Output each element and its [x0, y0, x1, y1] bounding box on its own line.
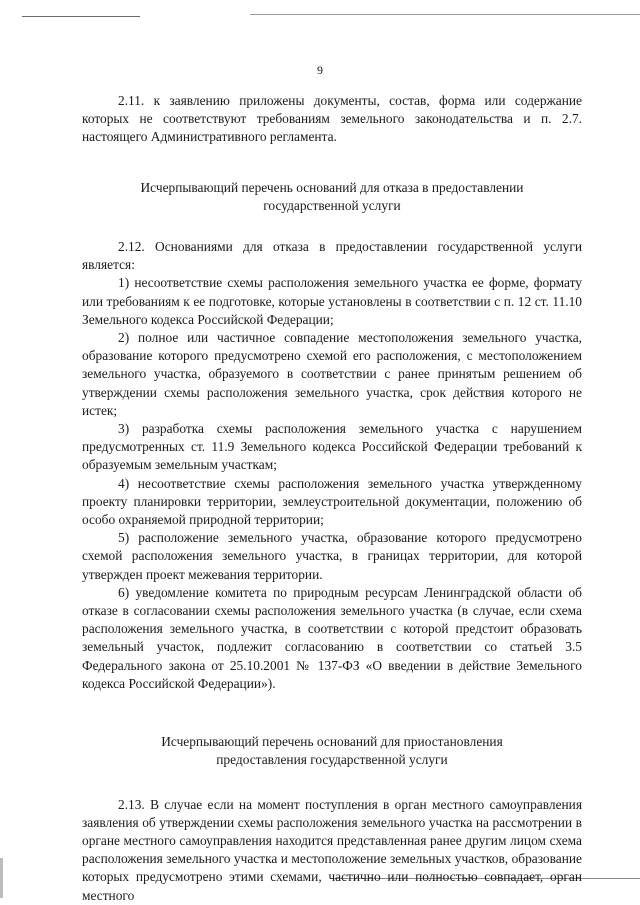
paragraph-2-11: 2.11. к заявлению приложены документы, состав, форма или содержание которых не соответствуют требованиям земельного законодательства и п. 2.7. настоящего Административного регламента. — [82, 93, 582, 145]
section-heading-suspension — [82, 733, 582, 769]
heading-line: Исчерпывающий перечень оснований для отказа в предоставлении — [140, 179, 524, 195]
scan-top-rule-right — [250, 14, 640, 15]
section-heading-refusal — [82, 179, 582, 215]
spacer — [82, 693, 582, 733]
list-item-1: 1) несоответствие схемы расположения земельного участка ее форме, формату или требованиям к ее подготовке, которые установлены в соответствии с п. 12 ст. 11.10 Земельного кодекса Российской Федерации; — [82, 275, 582, 327]
heading-line: Исчерпывающий перечень оснований для приостановления — [161, 734, 503, 750]
document-body — [82, 92, 582, 905]
list-item-4: 4) несоответствие схемы расположения земельного участка утвержденному проекту планировки территории, землеустроительной документации, положению об особо охраняемой природной территории; — [82, 475, 582, 528]
spacer — [82, 215, 582, 238]
paragraph-2-13: 2.13. В случае если на момент поступления в орган местного самоуправления заявления об утверждении схемы расположения земельного участка на рассмотрении в органе местного самоуправления находится представленная ранее другим лицом схема расположения земельного участка и местоположение земельных участков, образование которых предусмотрено этими схемами, частично или полностью совпадает, орган местного — [82, 796, 582, 903]
spacer — [82, 147, 582, 179]
paragraph-2-12-intro: 2.12. Основаниями для отказа в предоставлении государственной услуги является: — [82, 239, 582, 273]
list-item-6: 6) уведомление комитета по природным ресурсам Ленинградской области об отказе в согласовании схемы расположения земельного участка (в случае, если схема расположения земельного участка, в соответствии с которой предстоит образовать земельный участок, подлежит согласованию в соответствии со статьей 3.5 Федерального закона от 25.10.2001 № 137-ФЗ «О введении в действие Земельного кодекса Российской Федерации»). — [82, 584, 582, 691]
spacer — [82, 770, 582, 796]
list-item-5: 5) расположение земельного участка, образование которого предусмотрено схемой расположения земельного участка, в границах территории, для которой утвержден проект межевания территории. — [82, 530, 582, 582]
list-item-2: 2) полное или частичное совпадение местоположения земельного участка, образование которого предусмотрено схемой его расположения, с местоположением земельного участка, образуемого в соответствии с ранее принятым решением об утверждении схемы расположения земельного участка, срок действия которого не истек; — [82, 330, 582, 418]
heading-line: предоставления государственной услуги — [216, 752, 448, 768]
page-number: 9 — [317, 63, 323, 77]
scan-top-rule-left — [22, 16, 140, 17]
list-item-3: 3) разработка схемы расположения земельного участка с нарушением предусмотренных ст. 11.9 Земельного кодекса Российской Федерации требований к образуемым земельным участкам; — [82, 421, 582, 473]
scan-edge-mark — [0, 858, 3, 898]
heading-line: государственной услуги — [263, 197, 401, 213]
